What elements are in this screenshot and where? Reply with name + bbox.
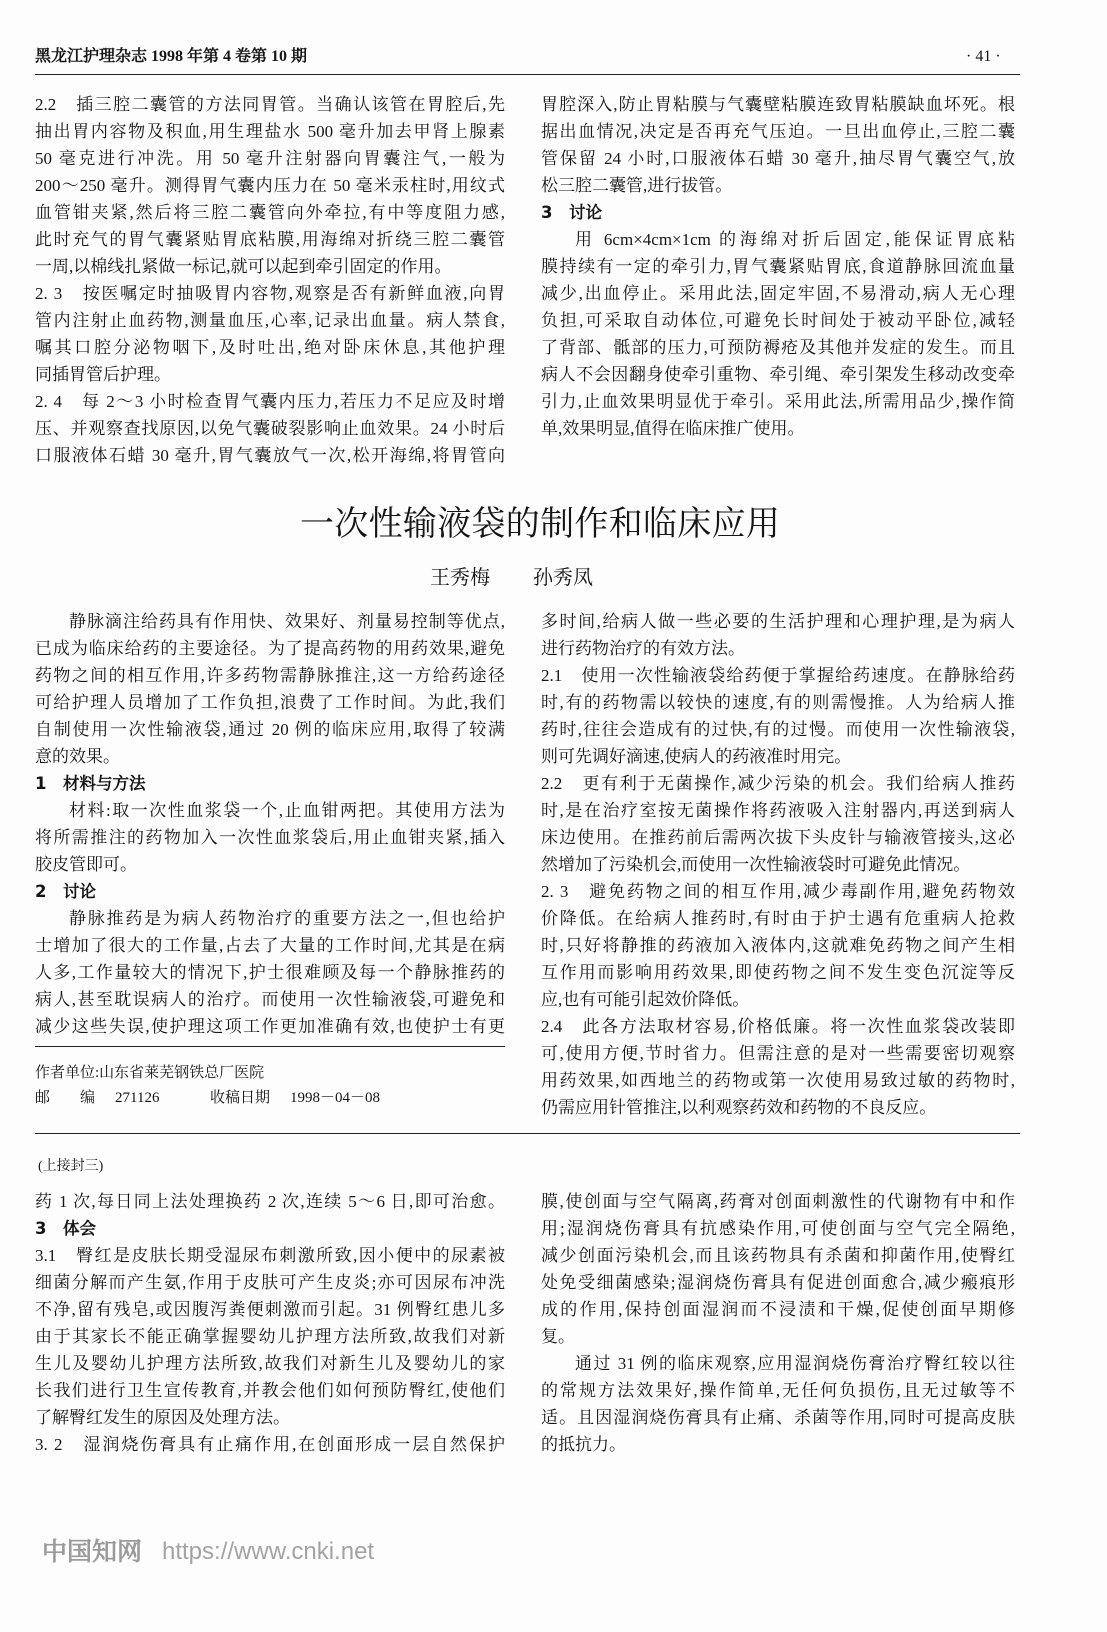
section-divider-rule [35, 1133, 1020, 1134]
text-line: 此时充气的胃气囊紧贴胃底粘膜,用海绵对折绕三腔二囊管 [35, 230, 505, 249]
text-line: 抽出胃内容物及积血,用生理盐水 500 毫升加去甲肾上腺素 [35, 122, 505, 141]
text-line: 自制使用一次性输液袋,通过 20 例的临床应用,取得了较满 [35, 720, 505, 739]
text-line: 一周,以棉线扎紧做一标记,就可以起到牵引固定的作用。 [35, 257, 452, 276]
text-line: 材料:取一次性血浆袋一个,止血钳两把。其使用方法为 [69, 801, 505, 820]
section-heading: 3 体会 [35, 1219, 96, 1238]
text-line: 用药效果,如西地兰的药物或第一次使用易致过敏的药物时, [541, 1071, 1015, 1090]
postcode-label: 邮 编 [35, 1090, 96, 1106]
paragraph-intro [35, 608, 505, 770]
section-heading: 1 材料与方法 [35, 774, 146, 793]
page-number: · 41 · [966, 48, 1001, 65]
text-line: 处免受细菌感染;湿润烧伤膏具有促进创面愈合,减少瘢痕形 [541, 1273, 1015, 1292]
paragraph-3-1 [35, 1242, 505, 1431]
text-line: 了背部、骶部的压力,可预防褥疮及其他并发症的发生。而且 [541, 338, 1015, 357]
text-line: 同插胃管后护理。 [35, 365, 171, 384]
header-rule [35, 74, 1020, 75]
text-line: 意的效果。 [35, 747, 120, 766]
text-line: 病人不会因翻身使牵引重物、牵引绳、牵引架发生移动改变牵 [541, 365, 1015, 384]
paragraph-discussion [35, 905, 505, 1040]
previous-article-left-column [35, 91, 505, 469]
paragraph-2-4 [35, 388, 505, 469]
text-line: 互作用而影响用药效果,即使药物之间不发生变色沉淀等反 [541, 963, 1015, 982]
paragraph-materials [35, 797, 505, 878]
text-line: 负担,可采取自动体位,可避免长时间处于被动平卧位,减轻 [541, 311, 1015, 330]
postcode-value: 271126 [115, 1090, 160, 1106]
text-line: 血管钳夹紧,然后将三腔二囊管向外牵拉,有中等度阻力感, [35, 203, 505, 222]
text-line: 适。且因湿润烧伤膏具有止痛、杀菌等作用,同时可提高皮肤 [541, 1408, 1015, 1427]
text-line: 减少创面污染机会,而且该药物具有杀菌和抑菌作用,使臀红 [541, 1246, 1015, 1265]
text-line: 时,是在治疗室按无菌操作将药液吸入注射器内,再送到病人 [541, 801, 1015, 820]
text-line: 200～250 毫升。测得胃气囊内压力在 50 毫米汞柱时,用纹式 [35, 176, 505, 195]
text-line: 3. 2 湿润烧伤膏具有止痛作用,在创面形成一层自然保护 [35, 1435, 505, 1454]
text-line: 成的作用,保持创面湿润而不浸渍和干燥,促使创面早期修 [541, 1300, 1015, 1319]
text-line: 膜持续有一定的牵引力,胃气囊紧贴胃底,食道静脉回流血量 [541, 257, 1015, 276]
paragraph-3-2-continued [541, 1188, 1015, 1350]
text-line: 可给护理人员增加了工作负担,浪费了工作时间。为此,我们 [35, 693, 505, 712]
author-affiliation: 作者单位:山东省莱芜钢铁总厂医院 [35, 1065, 265, 1081]
text-line: 价降低。在给病人推药时,有时由于护士遇有危重病人抢救 [541, 909, 1015, 928]
text-line: 据出血情况,决定是否再充气压迫。一旦出血停止,三腔二囊 [541, 122, 1015, 141]
text-line: 管内注射止血药物,测量血压,心率,记录出血量。病人禁食, [35, 311, 505, 330]
text-line: 仍需应用针管推注,以利观察药效和药物的不良反应。 [541, 1098, 937, 1117]
text-line: 生儿及婴幼儿护理方法所致,故我们对新生儿及婴幼儿的家 [35, 1354, 505, 1373]
text-line: 时,只好将静推的药液加入液体内,这就难免药物之间产生相 [541, 936, 1015, 955]
text-line: 嘱其口腔分泌物咽下,及时吐出,绝对卧床休息,其他护理 [35, 338, 505, 357]
paragraph-conclusion [541, 1350, 1015, 1458]
author-name: 王秀梅 [430, 567, 490, 589]
text-line: 50 毫克进行冲洗。用 50 毫升注射器向胃囊注气,一般为 [35, 149, 505, 168]
continued-article-left-column [35, 1188, 505, 1458]
text-line: 药 1 次,每日同上法处理换药 2 次,连续 5～6 日,即可治愈。 [35, 1192, 505, 1211]
text-line: 多时间,给病人做一些必要的生活护理和心理护理,是为病人 [541, 612, 1015, 631]
text-line: 细菌分解而产生氨,作用于皮肤可产生皮炎;亦可因尿布冲洗 [35, 1273, 505, 1292]
text-line: 引力,止血效果明显优于牵引。采用此法,所需用品少,操作简 [541, 392, 1015, 411]
continued-from-note: (上接封三) [38, 1159, 104, 1174]
previous-article-right-column [541, 91, 1015, 442]
text-line: 减少,出血停止。采用此法,固定牢固,不易滑动,病人无心理 [541, 284, 1015, 303]
received-date-label: 收稿日期 [210, 1090, 271, 1106]
text-line: 了解臀红发生的原因及处理方法。 [35, 1408, 290, 1427]
text-line: 用 6cm×4cm×1cm 的海绵对折后固定,能保证胃底粘 [575, 230, 1015, 249]
paragraph-discussion-continued [541, 608, 1015, 662]
paragraph-treatment-end [35, 1188, 505, 1215]
text-line: 2. 4 每 2～3 小时检查胃气囊内压力,若压力不足应及时增 [35, 392, 505, 411]
text-line: 通过 31 例的临床观察,应用湿润烧伤膏治疗臀红较以往 [575, 1354, 1015, 1373]
journal-issue-header: 黑龙江护理杂志 1998 年第 4 卷第 10 期 [35, 48, 308, 65]
text-line: 则可先调好滴速,使病人的药液准时用完。 [541, 747, 852, 766]
paragraph-3-2 [35, 1431, 505, 1458]
text-line: 时,有的药物需以较快的速度,有的则需慢推。人为给病人推 [541, 693, 1015, 712]
text-line: 长我们进行卫生宣传教育,并教会他们如何预防臀红,使他们 [35, 1381, 505, 1400]
paragraph-2-3 [541, 878, 1015, 1013]
paragraph-2-3 [35, 280, 505, 388]
text-line: 床边使用。在推药前后需两次拔下头皮针与输液管接头,这必 [541, 828, 1015, 847]
text-line: 3.1 臀红是皮肤长期受湿尿布刺激所致,因小便中的尿素被 [35, 1246, 505, 1265]
text-line: 2. 3 避免药物之间的相互作用,减少毒副作用,避免药物效 [541, 882, 1015, 901]
article-right-column [541, 608, 1015, 1121]
paragraph-2-4 [541, 1013, 1015, 1121]
paragraph-discussion [541, 226, 1015, 442]
text-line: 病人,甚至耽误病人的治疗。而使用一次性输液袋,可避免和 [35, 990, 505, 1009]
text-line: 静脉滴注给药具有作用快、效果好、剂量易控制等优点, [69, 612, 505, 631]
text-line: 复。 [541, 1327, 575, 1346]
text-line: 2.2 更有利于无菌操作,减少污染的机会。我们给病人推药 [541, 774, 1015, 793]
received-date-value: 1998－04－08 [290, 1090, 381, 1106]
paragraph-2-4-continued [541, 91, 1015, 199]
text-line: 士增加了很大的工作量,占去了大量的工作时间,尤其是在病 [35, 936, 505, 955]
text-line: 药物之间的相互作用,许多药物需静脉推注,这一方给药途径 [35, 666, 505, 685]
author-name: 孙秀凤 [533, 567, 593, 589]
text-line: 胃腔深入,防止胃粘膜与气囊壁粘膜连致胃粘膜缺血坏死。根 [541, 95, 1015, 114]
text-line: 应,也有可能引起效价降低。 [541, 990, 750, 1009]
section-heading: 2 讨论 [35, 882, 96, 901]
text-line: 将所需推注的药物加入一次性血浆袋后,用止血钳夹紧,插入 [35, 828, 505, 847]
text-line: 单,效果明显,值得在临床推广使用。 [541, 419, 805, 438]
paragraph-2-2 [541, 770, 1015, 878]
text-line: 人多,工作量较大的情况下,护士很难顾及每一个静脉推药的 [35, 963, 505, 982]
article-left-column [35, 608, 505, 1040]
text-line: 由于其家长不能正确掌握婴幼儿护理方法所致,故我们对新 [35, 1327, 505, 1346]
text-line: 压、并观察查找原因,以免气囊破裂影响止血效果。24 小时后 [35, 419, 505, 438]
continued-article-right-column [541, 1188, 1015, 1458]
text-line: 松三腔二囊管,进行拔管。 [541, 176, 733, 195]
text-line: 2.1 使用一次性输液袋给药便于掌握给药速度。在静脉给药 [541, 666, 1015, 685]
text-line: 管保留 24 小时,口服液体石蜡 30 毫升,抽尽胃气囊空气,放 [541, 149, 1015, 168]
paragraph-2-2 [35, 91, 505, 280]
text-line: 静脉推药是为病人药物治疗的重要方法之一,但也给护 [69, 909, 505, 928]
text-line: 的常规方法效果好,操作简单,无任何负损伤,且无过敏等不 [541, 1381, 1015, 1400]
text-line: 膜,使创面与空气隔离,药膏对创面刺激性的代谢物有中和作 [541, 1192, 1015, 1211]
footnote-rule [35, 1046, 505, 1047]
text-line: 不净,留有残皂,或因腹泻粪便刺激而引起。31 例臀红患儿多 [35, 1300, 505, 1319]
article-title: 一次性输液袋的制作和临床应用 [300, 506, 781, 543]
text-line: 进行药物治疗的有效方法。 [541, 639, 745, 658]
text-line: 胶皮管即可。 [35, 855, 137, 874]
text-line: 然增加了污染机会,而使用一次性输液袋时可避免此情况。 [541, 855, 971, 874]
text-line: 已成为临床给药的主要途径。为了提高药物的用药效果,避免 [35, 639, 505, 658]
text-line: 2.4 此各方法取材容易,价格低廉。将一次性血浆袋改装即 [541, 1017, 1015, 1036]
text-line: 可,使用方便,节时省力。但需注意的是对一些需要密切观察 [541, 1044, 1015, 1063]
text-line: 的抵抗力。 [541, 1435, 626, 1454]
text-line: 口服液体石蜡 30 毫升,胃气囊放气一次,松开海绵,将胃管向 [35, 446, 505, 465]
cnki-watermark-brand: 中国知网 [42, 1537, 143, 1566]
paragraph-2-1 [541, 662, 1015, 770]
text-line: 减少这些失误,使护理这项工作更加准确有效,也使护士有更 [35, 1017, 505, 1036]
text-line: 药时,往往会造成有的过快,有的过慢。而使用一次性输液袋, [541, 720, 1015, 739]
section-heading: 3 讨论 [541, 203, 602, 222]
text-line: 用;湿润烧伤膏具有抗感染作用,可使创面与空气完全隔绝, [541, 1219, 1015, 1238]
cnki-watermark-url: https://www.cnki.net [162, 1538, 375, 1565]
text-line: 2.2 插三腔二囊管的方法同胃管。当确认该管在胃腔后,先 [35, 95, 505, 114]
text-line: 2. 3 按医嘱定时抽吸胃内容物,观察是否有新鲜血液,向胃 [35, 284, 505, 303]
